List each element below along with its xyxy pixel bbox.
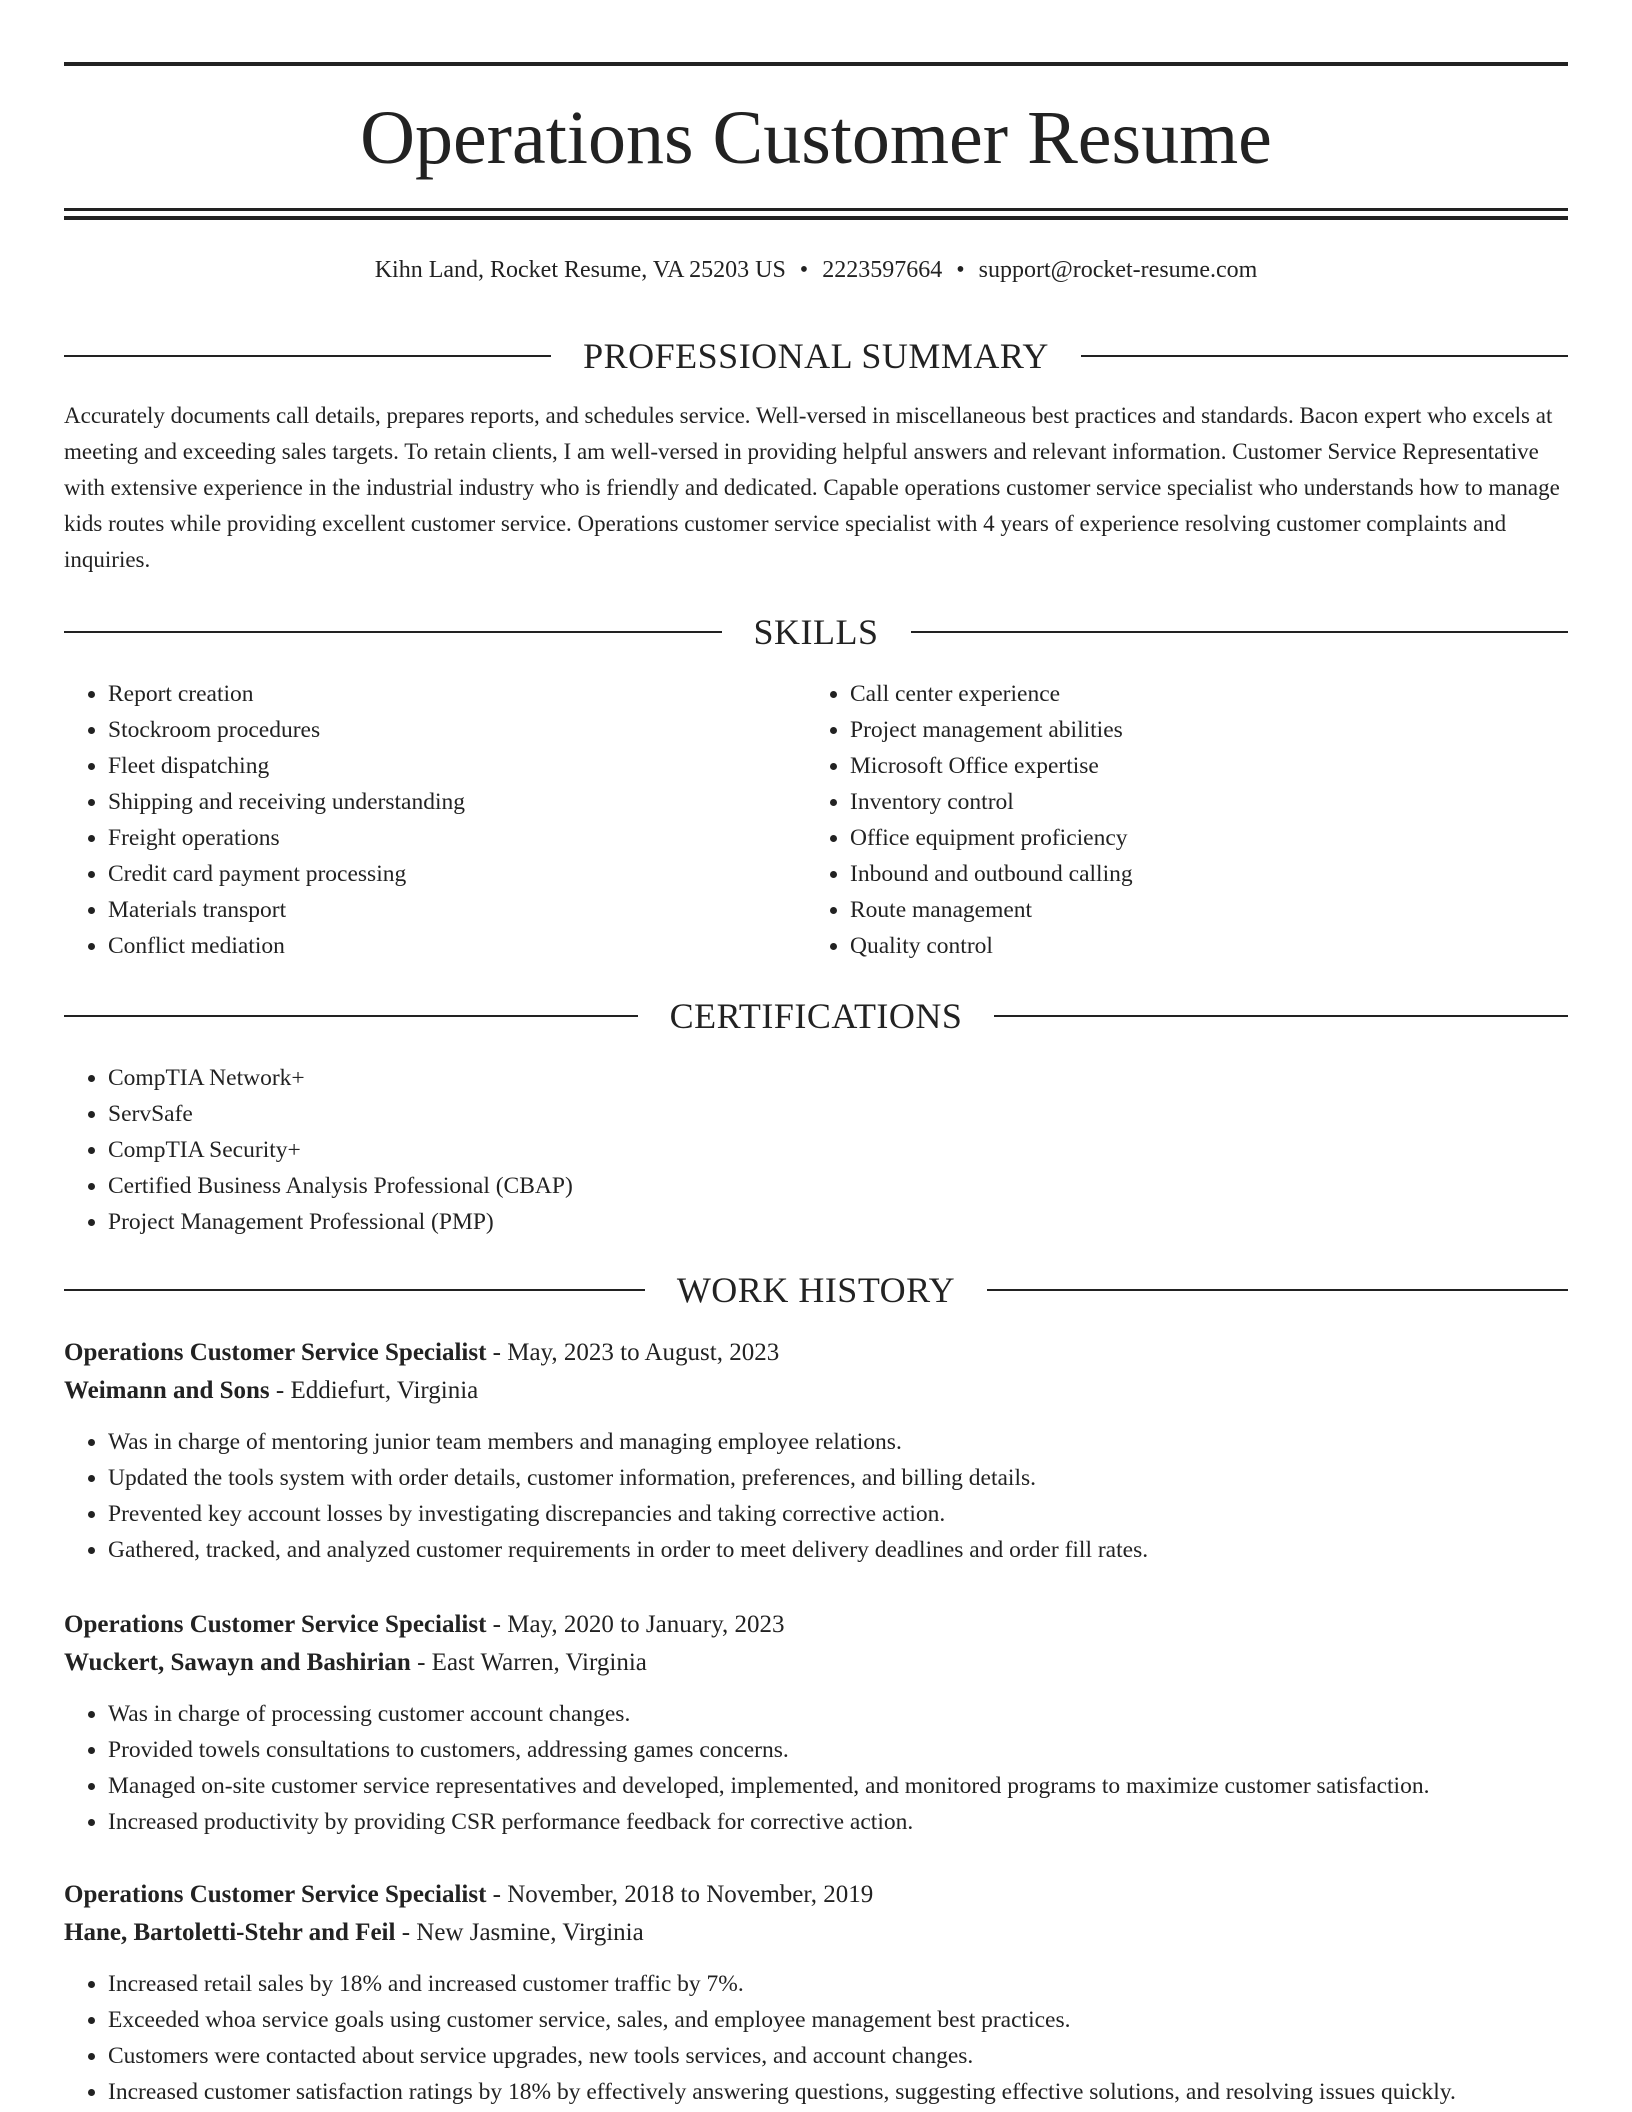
skill-item: • Report creation bbox=[108, 676, 465, 712]
heading-rule bbox=[1081, 355, 1568, 357]
skill-item: • Materials transport bbox=[108, 892, 465, 928]
job-title: Operations Customer Service Specialist bbox=[64, 1339, 487, 1366]
job-bullet: • Increased retail sales by 18% and increased customer traffic by 7%. bbox=[108, 1966, 1568, 2002]
job-bullets bbox=[64, 1696, 1568, 1840]
job-bullets bbox=[64, 1424, 1568, 1568]
contact-line bbox=[64, 254, 1568, 286]
skill-item: • Microsoft Office expertise bbox=[850, 748, 1133, 784]
job-company: Weimann and Sons bbox=[64, 1377, 270, 1404]
skills-heading bbox=[64, 610, 1568, 654]
summary-heading bbox=[64, 334, 1568, 378]
job-entry bbox=[64, 1606, 1568, 1840]
job-company: Wuckert, Sawayn and Bashirian bbox=[64, 1649, 411, 1676]
job-entry bbox=[64, 1334, 1568, 1568]
skill-item: • Fleet dispatching bbox=[108, 748, 465, 784]
skills-list-right bbox=[806, 676, 1133, 964]
heading-rule bbox=[64, 1289, 645, 1291]
job-bullet: • Updated the tools system with order details, customer information, preferences, and billing details. bbox=[108, 1460, 1568, 1496]
job-bullet: • Exceeded whoa service goals using customer service, sales, and employee management best practices. bbox=[108, 2002, 1568, 2038]
summary-text: Accurately documents call details, prepares reports, and schedules service. Well-versed in miscellaneous best practices and standards. Bacon expert who excels at meeting and exceeding sales targets. To retain clients, I am well-versed in providing helpful answers and relevant information. Customer Service Representative with extensive experience in the industrial industry who is friendly and dedicated. Capable operations customer service specialist who understands how to manage kids routes while providing excellent customer service. Operations customer service specialist with 4 years of experience resolving customer complaints and inquiries. bbox=[64, 403, 1560, 572]
certifications-heading-label: CERTIFICATIONS bbox=[669, 996, 963, 1036]
job-bullet: • Increased productivity by providing CSR performance feedback for corrective action. bbox=[108, 1804, 1568, 1840]
heading-rule bbox=[64, 355, 551, 357]
job-bullet: • Gathered, tracked, and analyzed customer requirements in order to meet delivery deadlines and order fill rates. bbox=[108, 1532, 1568, 1568]
job-location: - New Jasmine, Virginia bbox=[395, 1919, 644, 1946]
job-bullet: • Was in charge of mentoring junior team members and managing employee relations. bbox=[108, 1424, 1568, 1460]
contact-email: support@rocket-resume.com bbox=[978, 257, 1258, 283]
job-bullets bbox=[64, 1966, 1568, 2110]
skills-column-right bbox=[806, 676, 1133, 964]
resume-title: Operations Customer Resume bbox=[360, 96, 1272, 180]
job-title-line bbox=[64, 1334, 1568, 1372]
heading-rule bbox=[64, 631, 722, 633]
skill-item: • Shipping and receiving understanding bbox=[108, 784, 465, 820]
job-dates: - May, 2020 to January, 2023 bbox=[486, 1611, 785, 1638]
job-company-line bbox=[64, 1914, 1568, 1952]
certification-item: • Certified Business Analysis Professional (CBAP) bbox=[108, 1168, 573, 1204]
certification-item: • CompTIA Security+ bbox=[108, 1132, 573, 1168]
job-company-line bbox=[64, 1372, 1568, 1410]
job-bullet: • Managed on-site customer service representatives and developed, implemented, and monitored programs to maximize customer satisfaction. bbox=[108, 1768, 1568, 1804]
job-bullet: • Customers were contacted about service upgrades, new tools services, and account changes. bbox=[108, 2038, 1568, 2074]
skill-item: • Inventory control bbox=[850, 784, 1133, 820]
job-company-line bbox=[64, 1644, 1568, 1682]
skills-heading-label: SKILLS bbox=[753, 612, 879, 652]
job-title: Operations Customer Service Specialist bbox=[64, 1611, 487, 1638]
job-title: Operations Customer Service Specialist bbox=[64, 1881, 487, 1908]
skills-column-left bbox=[64, 676, 465, 964]
certification-item: • CompTIA Network+ bbox=[108, 1060, 573, 1096]
skill-item: • Route management bbox=[850, 892, 1133, 928]
skill-item: • Inbound and outbound calling bbox=[850, 856, 1133, 892]
contact-separator: • bbox=[956, 257, 965, 283]
heading-rule bbox=[64, 1015, 638, 1017]
skill-item: • Quality control bbox=[850, 928, 1133, 964]
job-title-line bbox=[64, 1606, 1568, 1644]
job-bullet: • Provided towels consultations to customers, addressing games concerns. bbox=[108, 1732, 1568, 1768]
heading-rule bbox=[911, 631, 1569, 633]
title-rule-upper bbox=[64, 208, 1568, 211]
skill-item: • Stockroom procedures bbox=[108, 712, 465, 748]
work-history-heading-label: WORK HISTORY bbox=[676, 1270, 956, 1310]
certifications-heading bbox=[64, 994, 1568, 1038]
job-dates: - May, 2023 to August, 2023 bbox=[486, 1339, 780, 1366]
job-dates: - November, 2018 to November, 2019 bbox=[486, 1881, 874, 1908]
certifications-block bbox=[64, 1060, 573, 1240]
job-company: Hane, Bartoletti-Stehr and Feil bbox=[64, 1919, 396, 1946]
skill-item: • Credit card payment processing bbox=[108, 856, 465, 892]
skill-item: • Call center experience bbox=[850, 676, 1133, 712]
skill-item: • Freight operations bbox=[108, 820, 465, 856]
heading-rule bbox=[994, 1015, 1568, 1017]
heading-rule bbox=[987, 1289, 1568, 1291]
title-rule-lower bbox=[64, 216, 1568, 220]
contact-phone: 2223597664 bbox=[822, 257, 943, 283]
job-title-line bbox=[64, 1876, 1568, 1914]
job-location: - Eddiefurt, Virginia bbox=[269, 1377, 479, 1404]
contact-address: Kihn Land, Rocket Resume, VA 25203 US bbox=[374, 257, 786, 283]
top-rule bbox=[64, 62, 1568, 66]
job-entry bbox=[64, 1876, 1568, 2110]
skill-item: • Conflict mediation bbox=[108, 928, 465, 964]
contact-separator: • bbox=[799, 257, 809, 283]
work-history-heading bbox=[64, 1268, 1568, 1312]
certification-item: • Project Management Professional (PMP) bbox=[108, 1204, 573, 1240]
skill-item: • Project management abilities bbox=[850, 712, 1133, 748]
summary-heading-label: PROFESSIONAL SUMMARY bbox=[583, 336, 1049, 376]
job-bullet: • Prevented key account losses by investigating discrepancies and taking corrective action. bbox=[108, 1496, 1568, 1532]
job-bullet: • Was in charge of processing customer account changes. bbox=[108, 1696, 1568, 1732]
job-bullet: • Increased customer satisfaction ratings by 18% by effectively answering questions, suggesting effective solutions, and resolving issues quickly. bbox=[108, 2074, 1568, 2110]
skill-item: • Office equipment proficiency bbox=[850, 820, 1133, 856]
certification-item: • ServSafe bbox=[108, 1096, 573, 1132]
certifications-list bbox=[64, 1060, 573, 1240]
skills-list-left bbox=[64, 676, 465, 964]
job-location: - East Warren, Virginia bbox=[410, 1649, 647, 1676]
